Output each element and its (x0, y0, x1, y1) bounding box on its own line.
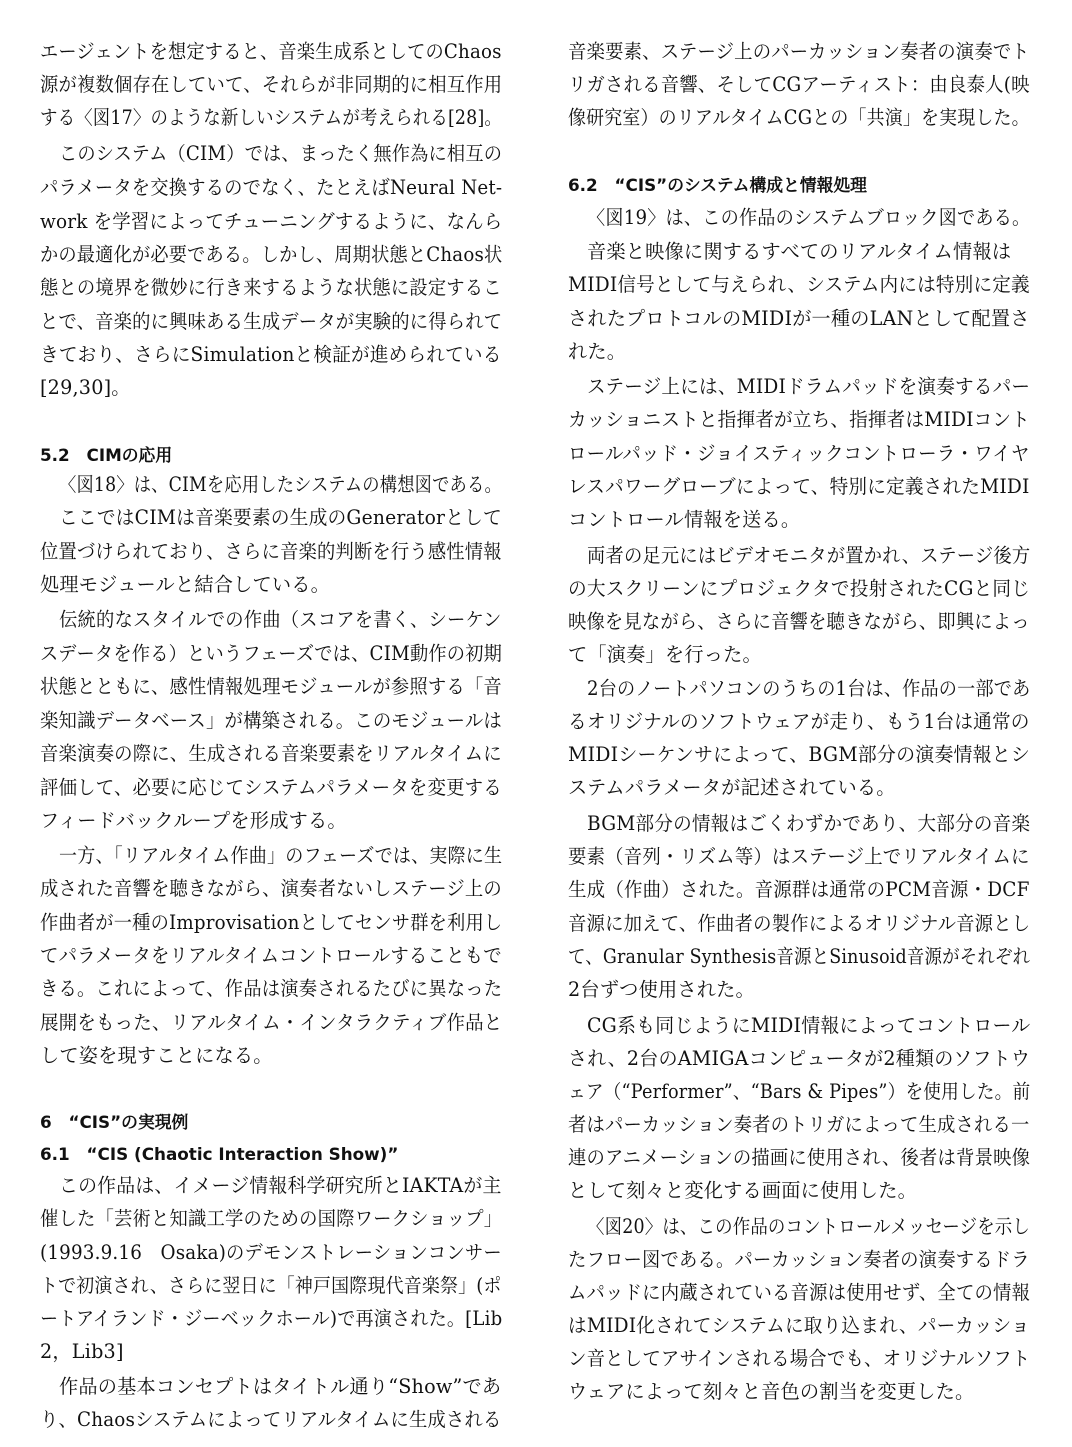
text-line: ステージ上には、MIDIドラムパッドを演奏するパー (587, 375, 1031, 398)
text-line: 成された音響を聴きながら、演奏者ないしステージ上の (40, 877, 502, 900)
text-line: 位置づけられており、さらに音楽的判断を行う感性情報 (40, 540, 502, 563)
text-line: きる。これによって、作品は演奏されるたびに異なった (40, 977, 503, 1000)
text-line: 作曲者が一種のImprovisationとしてセンサ群を利用し (40, 911, 503, 934)
text-line: ムパッドに内蔵されている音源は使用せず、全ての情報 (568, 1281, 1031, 1304)
text-line: ロールパッド・ジョイスティックコントローラ・ワイヤ (568, 442, 1030, 465)
text-line: この作品は、イメージ情報科学研究所とIAKTAが主 (59, 1174, 502, 1197)
text-line: ートアイランド・ジーベックホール)で再演された。[Lib (40, 1307, 503, 1330)
section-heading-6-1: 6.1 “CIS (Chaotic Interaction Show)” (40, 1144, 399, 1164)
text-line: ウェアによって刻々と音色の割当を変更した。 (568, 1380, 975, 1403)
text-line: 処理モジュールと結合している。 (40, 573, 331, 596)
text-line: ステムパラメータが記述されている。 (568, 776, 896, 799)
text-line: ェア（“Performer”、“Bars & Pipes”）を使用した。前 (568, 1080, 1031, 1103)
text-line: MIDIシーケンサによって、BGM部分の演奏情報とシ (568, 743, 1031, 766)
text-line: たフロー図である。パーカッション奏者の演奏するドラ (568, 1248, 1030, 1271)
text-line: され、2台のAMIGAコンピュータが2種類のソフトウ (568, 1047, 1031, 1070)
text-line: きており、さらにSimulationと検証が進められている (40, 343, 502, 366)
text-line: する〈図17〉のような新しいシステムが考えられる[28]。 (40, 106, 503, 129)
text-line: はMIDI化されてシステムに取り込まれ、パーカッショ (568, 1314, 1030, 1337)
text-line: して姿を現すことになる。 (40, 1044, 273, 1067)
text-line: 者はパーカッション奏者のトリガによって生成される一 (568, 1113, 1030, 1136)
text-line: 評価して、必要に応じてシステムパラメータを変更する (40, 776, 502, 799)
text-line: BGM部分の情報はごくわずかであり、大部分の音楽 (587, 812, 1031, 835)
text-line: MIDI信号として与えられ、システム内には特別に定義 (568, 273, 1030, 296)
text-line: るオリジナルのソフトウェアが走り、もう1台は通常の (568, 710, 1030, 733)
text-line: (1993.9.16 Osaka)のデモンストレーションコンサー (40, 1241, 502, 1264)
text-line: 要素（音列・リズム等）はステージ上でリアルタイムに (568, 845, 1030, 868)
text-line: ン音としてアサインされる場合でも、オリジナルソフト (568, 1347, 1031, 1370)
text-line: 楽知識データベース」が構築される。このモジュールは (40, 709, 502, 732)
text-line: スデータを作る）というフェーズでは、CIM動作の初期 (40, 642, 503, 665)
text-line: エージェントを想定すると、音楽生成系としてのChaos (40, 40, 502, 63)
text-line: 両者の足元にはビデオモニタが置かれ、ステージ後方 (587, 544, 1031, 567)
text-line: 源が複数個存在していて、それらが非同期的に相互作用 (40, 73, 503, 96)
text-line: 音楽と映像に関するすべてのリアルタイム情報は (587, 240, 1012, 263)
text-line: リガされる音響、そしてCGアーティスト：由良泰人(映 (568, 73, 1030, 96)
text-line: コントロール情報を送る。 (568, 508, 801, 531)
text-line: として刻々と変化する画面に使用した。 (568, 1179, 917, 1202)
text-line: て「演奏」を行った。 (568, 643, 762, 666)
text-line: 催した「芸術と知識工学のための国際ワークショップ」 (40, 1207, 503, 1230)
text-line: されたプロトコルのMIDIが一種のLANとして配置さ (568, 307, 1030, 330)
text-line: かの最適化が必要である。しかし、周期状態とChaos状 (40, 243, 503, 266)
text-line: とで、音楽的に興味ある生成データが実験的に得られて (40, 310, 503, 333)
text-line: レスパワーグローブによって、特別に定義されたMIDI (568, 475, 1030, 498)
text-line: 作品の基本コンセプトはタイトル通り“Show”であ (59, 1375, 502, 1398)
section-heading-6: 6 “CIS”の実現例 (40, 1112, 189, 1132)
text-line: て、Granular Synthesis音源とSinusoid音源がそれぞれ (568, 945, 1031, 968)
text-line: 〈図20〉は、この作品のコントロールメッセージを示し (587, 1215, 1031, 1238)
text-line: フィードバックループを形成する。 (40, 809, 347, 832)
text-line: トで初演され、さらに翌日に「神戸国際現代音楽祭」(ポ (40, 1274, 502, 1297)
text-line: パラメータを交換するのでなく、たとえばNeural Net- (40, 176, 503, 199)
text-line: 伝統的なスタイルでの作曲（スコアを書く、シーケン (59, 608, 502, 631)
text-line: 2，Lib3] (40, 1340, 124, 1363)
text-line: ここではCIMは音楽要素の生成のGeneratorとして (59, 506, 502, 529)
text-line: CG系も同じようにMIDI情報によってコントロール (587, 1014, 1031, 1037)
text-line: カッショニストと指揮者が立ち、指揮者はMIDIコント (568, 408, 1030, 431)
text-line: 展開をもった、リアルタイム・インタラクティブ作品と (40, 1011, 503, 1034)
text-line: 音源に加えて、作曲者の製作によるオリジナル音源とし (568, 912, 1031, 935)
text-line: れた。 (568, 340, 627, 363)
text-line: work を学習によってチューニングするように、なんら (40, 210, 503, 233)
text-line: 〈図19〉は、この作品のシステムブロック図である。 (587, 206, 1031, 229)
text-line: 一方、「リアルタイム作曲」のフェーズでは、実際に生 (59, 844, 503, 867)
text-line: 2台のノートパソコンのうちの1台は、作品の一部であ (587, 677, 1031, 700)
text-line: 像研究室）のリアルタイムCGとの「共演」を実現した。 (568, 106, 1030, 129)
text-line: 2台ずつ使用された。 (568, 978, 755, 1001)
text-line: てパラメータをリアルタイムコントロールすることもで (40, 944, 502, 967)
text-line: 状態とともに、感性情報処理モジュールが参照する「音 (40, 675, 502, 698)
text-line: [29,30]。 (40, 376, 131, 399)
text-line: 連のアニメーションの描画に使用され、後者は背景映像 (568, 1146, 1031, 1169)
section-heading-5-2: 5.2 CIMの応用 (40, 445, 173, 465)
text-line: 音楽要素、ステージ上のパーカッション奏者の演奏でト (568, 40, 1030, 63)
section-heading-6-2: 6.2 “CIS”のシステム構成と情報処理 (568, 175, 867, 195)
text-line: の大スクリーンにプロジェクタで投射されたCGと同じ (568, 577, 1031, 600)
text-line: 態との境界を微妙に行き来するような状態に設定するこ (40, 276, 502, 299)
text-line: このシステム（CIM）では、まったく無作為に相互の (59, 142, 503, 165)
text-line: 映像を見ながら、さらに音響を聴きながら、即興によっ (568, 610, 1030, 633)
text-line: 生成（作曲）された。音源群は通常のPCM音源・DCF (568, 878, 1030, 901)
text-line: り、Chaosシステムによってリアルタイムに生成される (40, 1408, 502, 1431)
text-line: 音楽演奏の際に、生成される音楽要素をリアルタイムに (40, 742, 502, 765)
text-line: 〈図18〉は、CIMを応用したシステムの構想図である。 (59, 473, 502, 496)
